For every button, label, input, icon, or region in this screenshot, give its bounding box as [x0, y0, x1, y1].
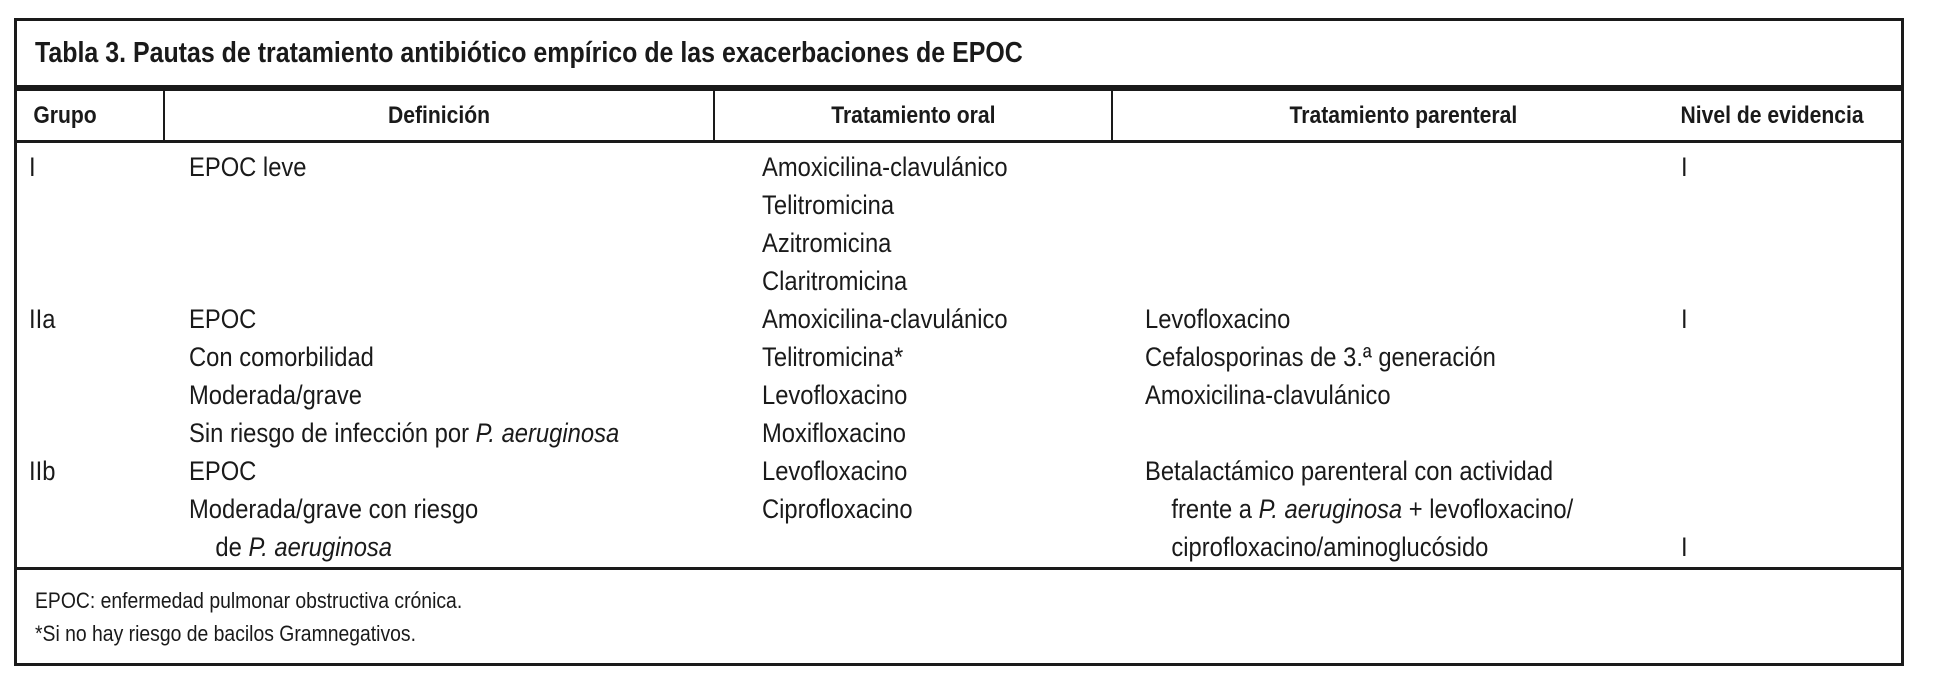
header-rule	[17, 140, 1901, 143]
table-row-2-parenteral: Levofloxacino Cefalosporinas de 3.ª generación Amoxicilina-clavulánico	[1145, 304, 1496, 410]
header-oral-label: Tratamiento oral	[830, 102, 996, 129]
footnote-abbreviation: EPOC: enfermedad pulmonar obstructiva crónica.	[35, 588, 463, 613]
header-grupo-label: Grupo	[33, 102, 97, 129]
table-row-2-evidencia: I	[1681, 304, 1688, 334]
table-row-1-grupo: I	[29, 152, 36, 182]
table-row-3-grupo: IIb	[29, 456, 56, 486]
header-oral	[715, 91, 1111, 140]
header-definicion	[165, 91, 713, 140]
table-row-3-oral: Levofloxacino Ciprofloxacino	[762, 456, 913, 524]
header-evidencia-label: Nivel de evidencia	[1680, 102, 1864, 129]
table-title: Tabla 3. Pautas de tratamiento antibiótico empírico de las exacerbaciones de EPOC	[35, 37, 1023, 69]
table-row-3-evidencia: I	[1681, 532, 1688, 562]
table-frame	[14, 18, 1904, 666]
header-grupo	[29, 91, 101, 140]
table-row-2-oral: Amoxicilina-clavulánico Telitromicina* Levofloxacino Moxifloxacino	[762, 304, 1008, 448]
header-parenteral-label: Tratamiento parenteral	[1289, 102, 1517, 129]
footer-rule	[17, 567, 1901, 570]
table-row-3-parenteral: Betalactámico parenteral con actividad frente a P. aeruginosa + levofloxacino/ ciprofloxacino/aminoglucósido	[1145, 456, 1574, 562]
header-definicion-label: Definición	[387, 102, 491, 129]
table-row-3-definicion: EPOC Moderada/grave con riesgo de P. aeruginosa	[189, 456, 479, 562]
header-parenteral	[1113, 91, 1693, 140]
table-row-2-grupo: IIa	[29, 304, 56, 334]
header-evidencia	[1657, 91, 1887, 140]
table-row-1-oral: Amoxicilina-clavulánico Telitromicina Azitromicina Claritromicina	[762, 152, 1008, 296]
table-row-1-evidencia: I	[1681, 152, 1688, 182]
footnote-asterisk: *Si no hay riesgo de bacilos Gramnegativos.	[35, 621, 416, 646]
table-row-2-definicion: EPOC Con comorbilidad Moderada/grave Sin riesgo de infección por P. aeruginosa	[189, 304, 620, 448]
table-row-1-definicion: EPOC leve	[189, 152, 307, 182]
